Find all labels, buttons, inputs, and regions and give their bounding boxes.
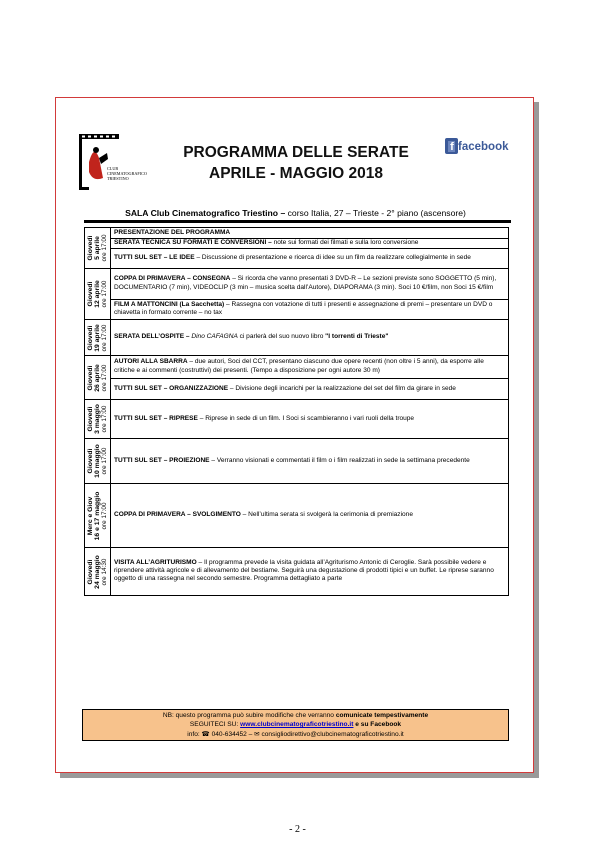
schedule-day-row [84,547,509,596]
club-logo-icon [77,132,147,194]
day-date: 19 aprile [93,323,101,352]
logo-line-3: TRIESTINO [107,176,129,181]
note-line-3: info: ☎ 040-634452 – ✉ consigliodirettivo@clubcinematograficotriestino.it [187,730,404,738]
svg-text:f: f [450,141,454,153]
day-name: Giovedì [86,281,94,307]
note-line-1: NB: questo programma può subire modifiche che verranno comunicate tempestivamente [162,712,429,719]
event-item: SERATA DELL’OSPITE – Dino CAFAGNA ci parlerà del suo nuovo libro "I torrenti di Trieste" [114,333,389,341]
event-item: AUTORI ALLA SBARRA – due autori, Soci del CCT, presentano ciascuno due opere recenti (non oltre i 5 anni), da esporre alle critiche e ai commenti (costruttivi) dei presenti. (Tempo a disposizione per ogni autore 30 m) [114,358,484,374]
schedule-table [84,228,509,596]
schedule-day-row [84,438,509,484]
day-date: 24 maggio [93,554,101,589]
info-note-box [82,709,509,741]
event-item: TUTTI SUL SET – ORGANIZZAZIONE – Divisione degli incarichi per la realizzazione del set del film da girare in sede [111,378,508,399]
day-time: ore 17:00 [101,324,109,352]
day-date: 16 e 17 maggio [93,491,101,540]
page-number: - 2 - [289,824,306,835]
venue-address: corso Italia, 27 – Trieste - 2° piano (ascensore) [285,208,466,218]
day-time: ore 17:00 [101,364,109,392]
day-time: ore 17:00 [101,405,109,433]
schedule-day-row [84,227,509,269]
day-cell [85,548,111,595]
event-item: TUTTI SUL SET – PROIEZIONE – Verranno visionati e commentati il film o i film realizzati in sede la settimana precedente [114,456,470,464]
day-cell [85,439,111,483]
day-date: 5 aprile [93,236,101,260]
event-item: TUTTI SUL SET – RIPRESE – Riprese in sede di un film. I Soci si scambieranno i vari ruoli della troupe [114,414,415,422]
note-line-2: SEGUITECI SU: www.clubcinematograficotriestino.it e su Facebook [189,721,402,729]
event-item: SERATA TECNICA SU FORMATI E CONVERSIONI – note sui formati dei filmati e sulla loro conversione [111,238,508,248]
day-time: ore 17:00 [101,501,109,530]
day-cell [85,228,111,268]
day-date: 26 aprile [93,363,101,392]
event-item: COPPA DI PRIMAVERA – CONSEGNA – Si ricorda che vanno presentati 3 DVD-R – Le sezioni previste sono SOGGETTO (5 min), DOCUMENTARIO (7 min), VIDEOCLIP (3 min – musica scelta dall’Autore), DIAPORAMA (3 min). Soci 10 €/film, non Soci 15 €/film [114,275,497,291]
event-item: VISITA ALL’AGRITURISMO – Il programma prevede la visita guidata all’Agriturismo Antonic di Ceroglie. Sarà possibile vedere e riprendere attività agricole e di allevamento del bestiame. Seguirà una degustazione di prodotti tipici e un buffet. Le riprese saranno oggetto di una rassegna nel secondo semestre. Programma dettagliato a parte [114,558,494,583]
event-item: TUTTI SUL SET – LE IDEE – Discussione di presentazione e ricerca di idee su un film da realizzare collegialmente in sede [111,248,508,268]
schedule-day-row [84,355,509,400]
logo-line-2: CINEMATOGRAFICO [107,171,147,176]
event-item: PRESENTAZIONE DEL PROGRAMMA [114,228,231,236]
facebook-wordmark: facebook [458,141,509,153]
day-name: Giovedì [86,365,94,390]
website-link[interactable]: www.clubcinematograficotriestino.it [240,721,354,729]
title-line-2: APRILE - MAGGIO 2018 [209,165,383,182]
day-cell [85,320,111,355]
day-name: Giovedì [86,235,94,261]
day-date: 12 aprile [93,280,101,308]
venue-name: SALA Club Cinematografico Triestino – [125,208,286,218]
day-cell [85,484,111,547]
venue-line [56,208,535,218]
day-cell [85,356,111,399]
day-date: 3 maggio [93,404,101,434]
day-name: Giovedì [86,559,94,584]
schedule-day-row [84,268,509,320]
day-time: ore 17:00 [101,234,109,262]
schedule-day-row [84,399,509,439]
event-item: COPPA DI PRIMAVERA – SVOLGIMENTO – Nell’ultima serata si svolgerà la cerimonia di premiazione [114,511,413,519]
day-time: ore 17:00 [101,280,109,308]
schedule-day-row [84,319,509,356]
day-cell [85,400,111,438]
day-name: Giovedì [86,325,94,350]
facebook-logo-icon [445,136,509,156]
day-cell [85,269,111,319]
page-title [151,142,441,184]
day-name: Giovedì [86,406,94,432]
day-name: Merc e Giov [86,496,94,535]
day-name: Giovedì [86,448,94,474]
day-date: 10 maggio [93,444,101,478]
event-item: FILM A MATTONCINI (La Sacchetta) – Rassegna con votazione di tutti i presenti e assegnazione di premi – presentare un DVD o chiavetta in formato corrente – no tax [111,299,508,319]
header-divider [84,220,511,223]
logo-line-1: CLUB [107,166,119,171]
schedule-day-row [84,483,509,548]
day-time: ore 14:30 [101,558,109,586]
title-line-1: PROGRAMMA DELLE SERATE [183,144,409,161]
day-time: ore 17:00 [101,447,109,475]
program-page [55,97,534,773]
